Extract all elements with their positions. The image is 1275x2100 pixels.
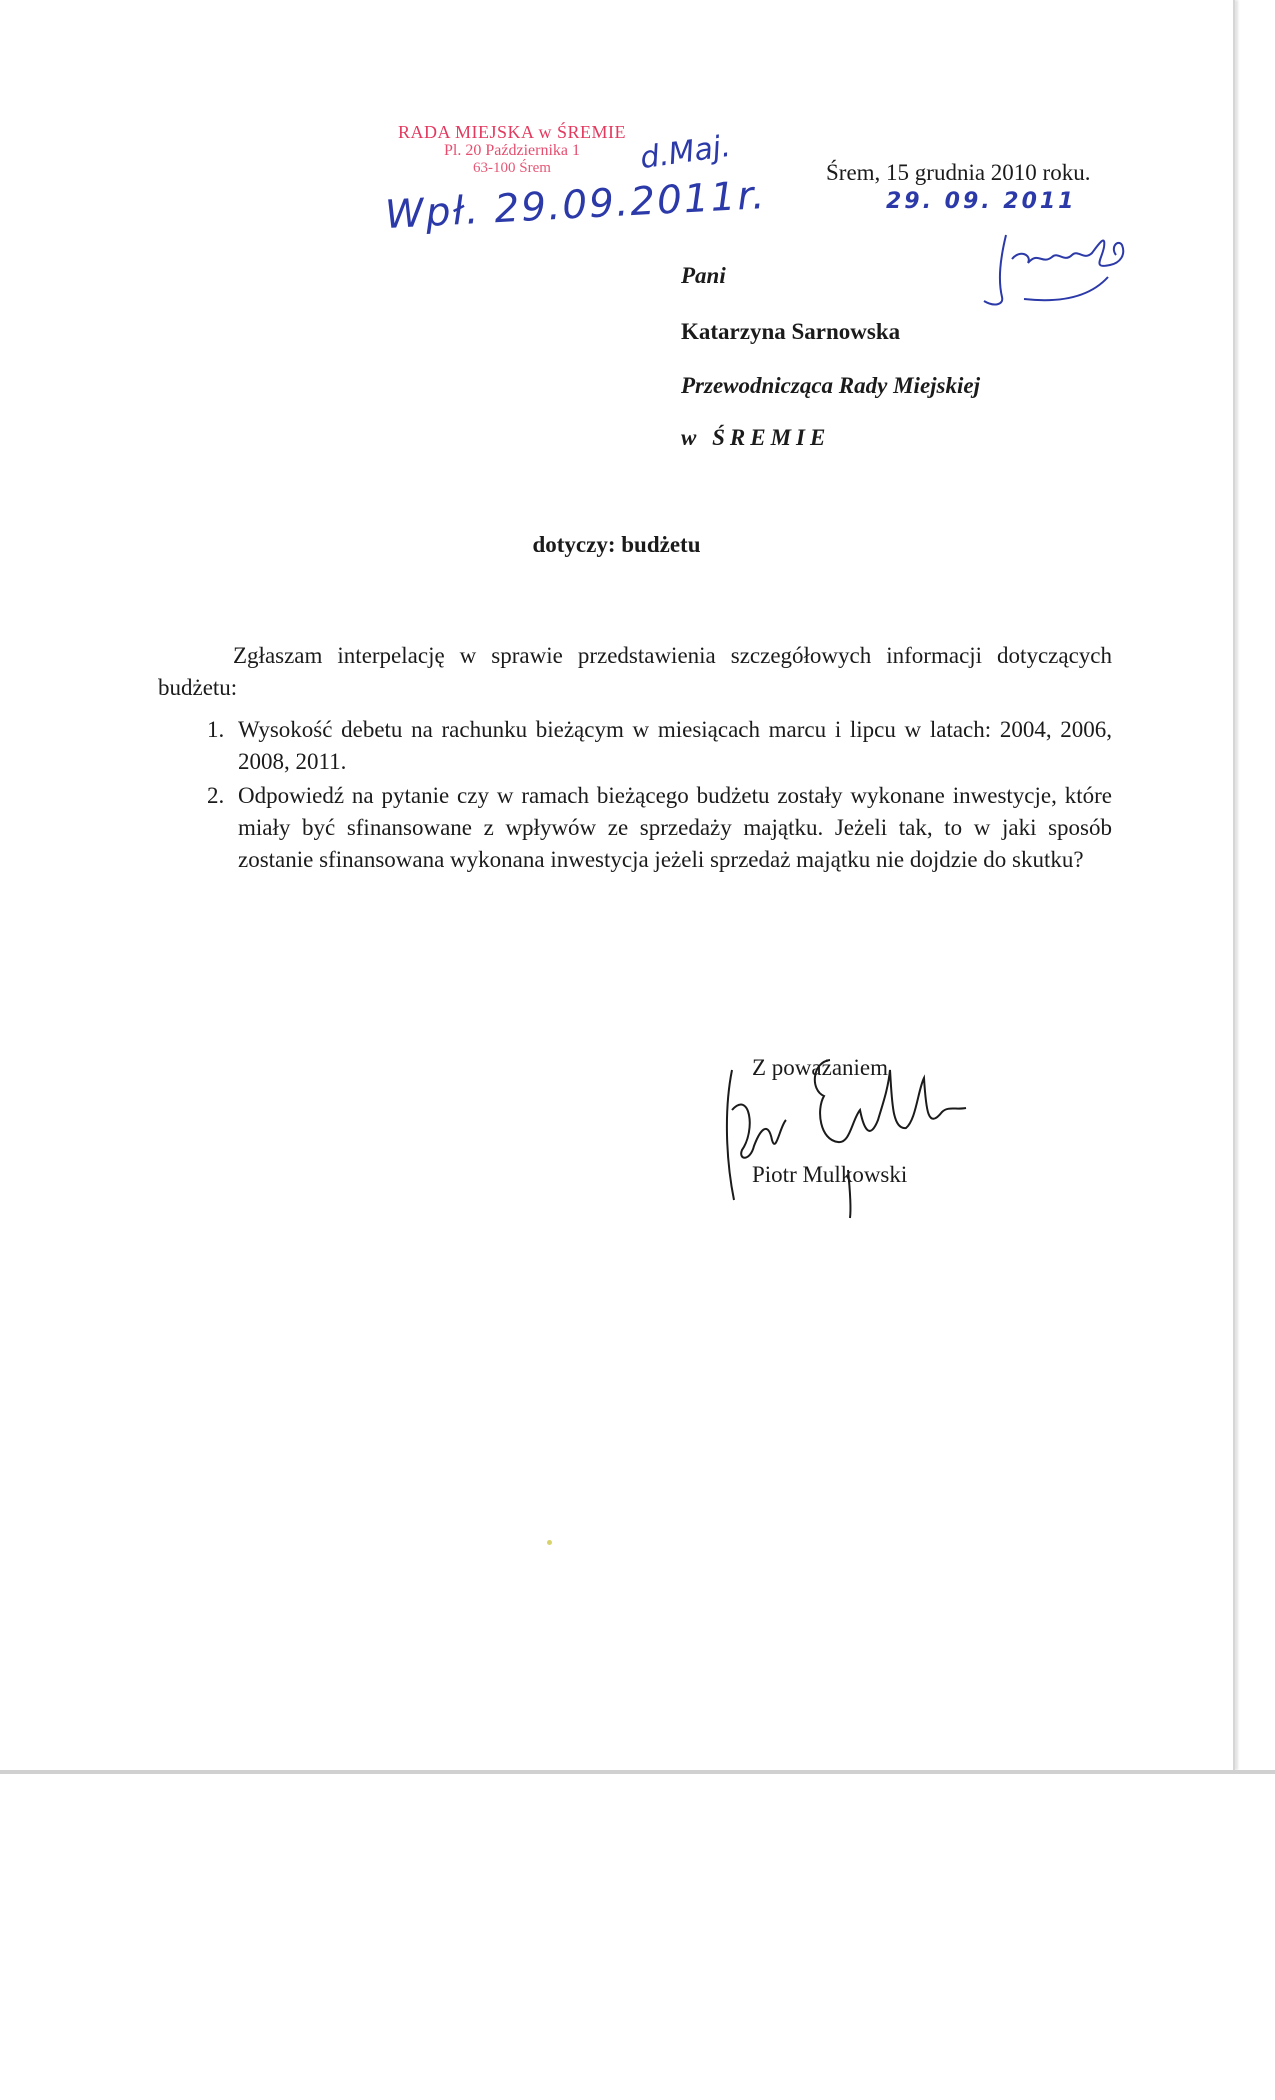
- letter-subject: dotyczy: budżetu: [532, 532, 701, 557]
- stamp-address: Pl. 20 Października 1: [444, 142, 580, 159]
- list-item: 1. Wysokość debetu na rachunku bieżącym w miesiącach marcu i lipcu w latach: 2004, 2006, 2008, 2011.: [230, 714, 1112, 778]
- intro-paragraph: Zgłaszam interpelację w sprawie przedstawienia szczegółowych informacji dotyczących budżetu:: [158, 643, 1112, 700]
- recipient-salutation: Pani: [681, 263, 726, 288]
- stamp-postal: 63-100 Śrem: [473, 160, 551, 176]
- recipient-place: w ŚREMIE: [681, 425, 831, 450]
- stamp-name: RADA MIEJSKA w ŚREMIE: [397, 122, 627, 142]
- recipient-signature: [980, 225, 1140, 315]
- scan-speck: [547, 1540, 552, 1545]
- letter-date: Śrem, 15 grudnia 2010 roku.: [826, 160, 1091, 185]
- list-item: 2. Odpowiedź na pytanie czy w ramach bieżącego budżetu zostały wykonane inwestycje, które miały być sfinansowane z wpływów ze sprzedaży majątku. Jeżeli tak, to w jaki sposób zostanie sfinansowana wykonana inwestycja jeżeli sprzedaż majątku nie dojdzie do skutku?: [230, 780, 1112, 876]
- recipient-title: Przewodnicząca Rady Miejskiej: [681, 373, 980, 398]
- handwritten-receipt-date: Wpł. 29.09.2011r.: [384, 173, 768, 238]
- letter-body: [158, 640, 1112, 878]
- scan-edge: [0, 1770, 1275, 1774]
- handwritten-received-date: 29. 09. 2011: [886, 189, 1077, 214]
- handwritten-initials: d.Maj.: [638, 128, 733, 177]
- council-stamp: [372, 122, 652, 177]
- question-list: [158, 714, 1112, 876]
- handwritten-signature: [720, 1050, 970, 1220]
- signer-name: Piotr Mulkowski: [752, 1162, 908, 1187]
- closing-phrase: Z poważaniem: [752, 1055, 889, 1080]
- recipient-name: Katarzyna Sarnowska: [681, 319, 901, 344]
